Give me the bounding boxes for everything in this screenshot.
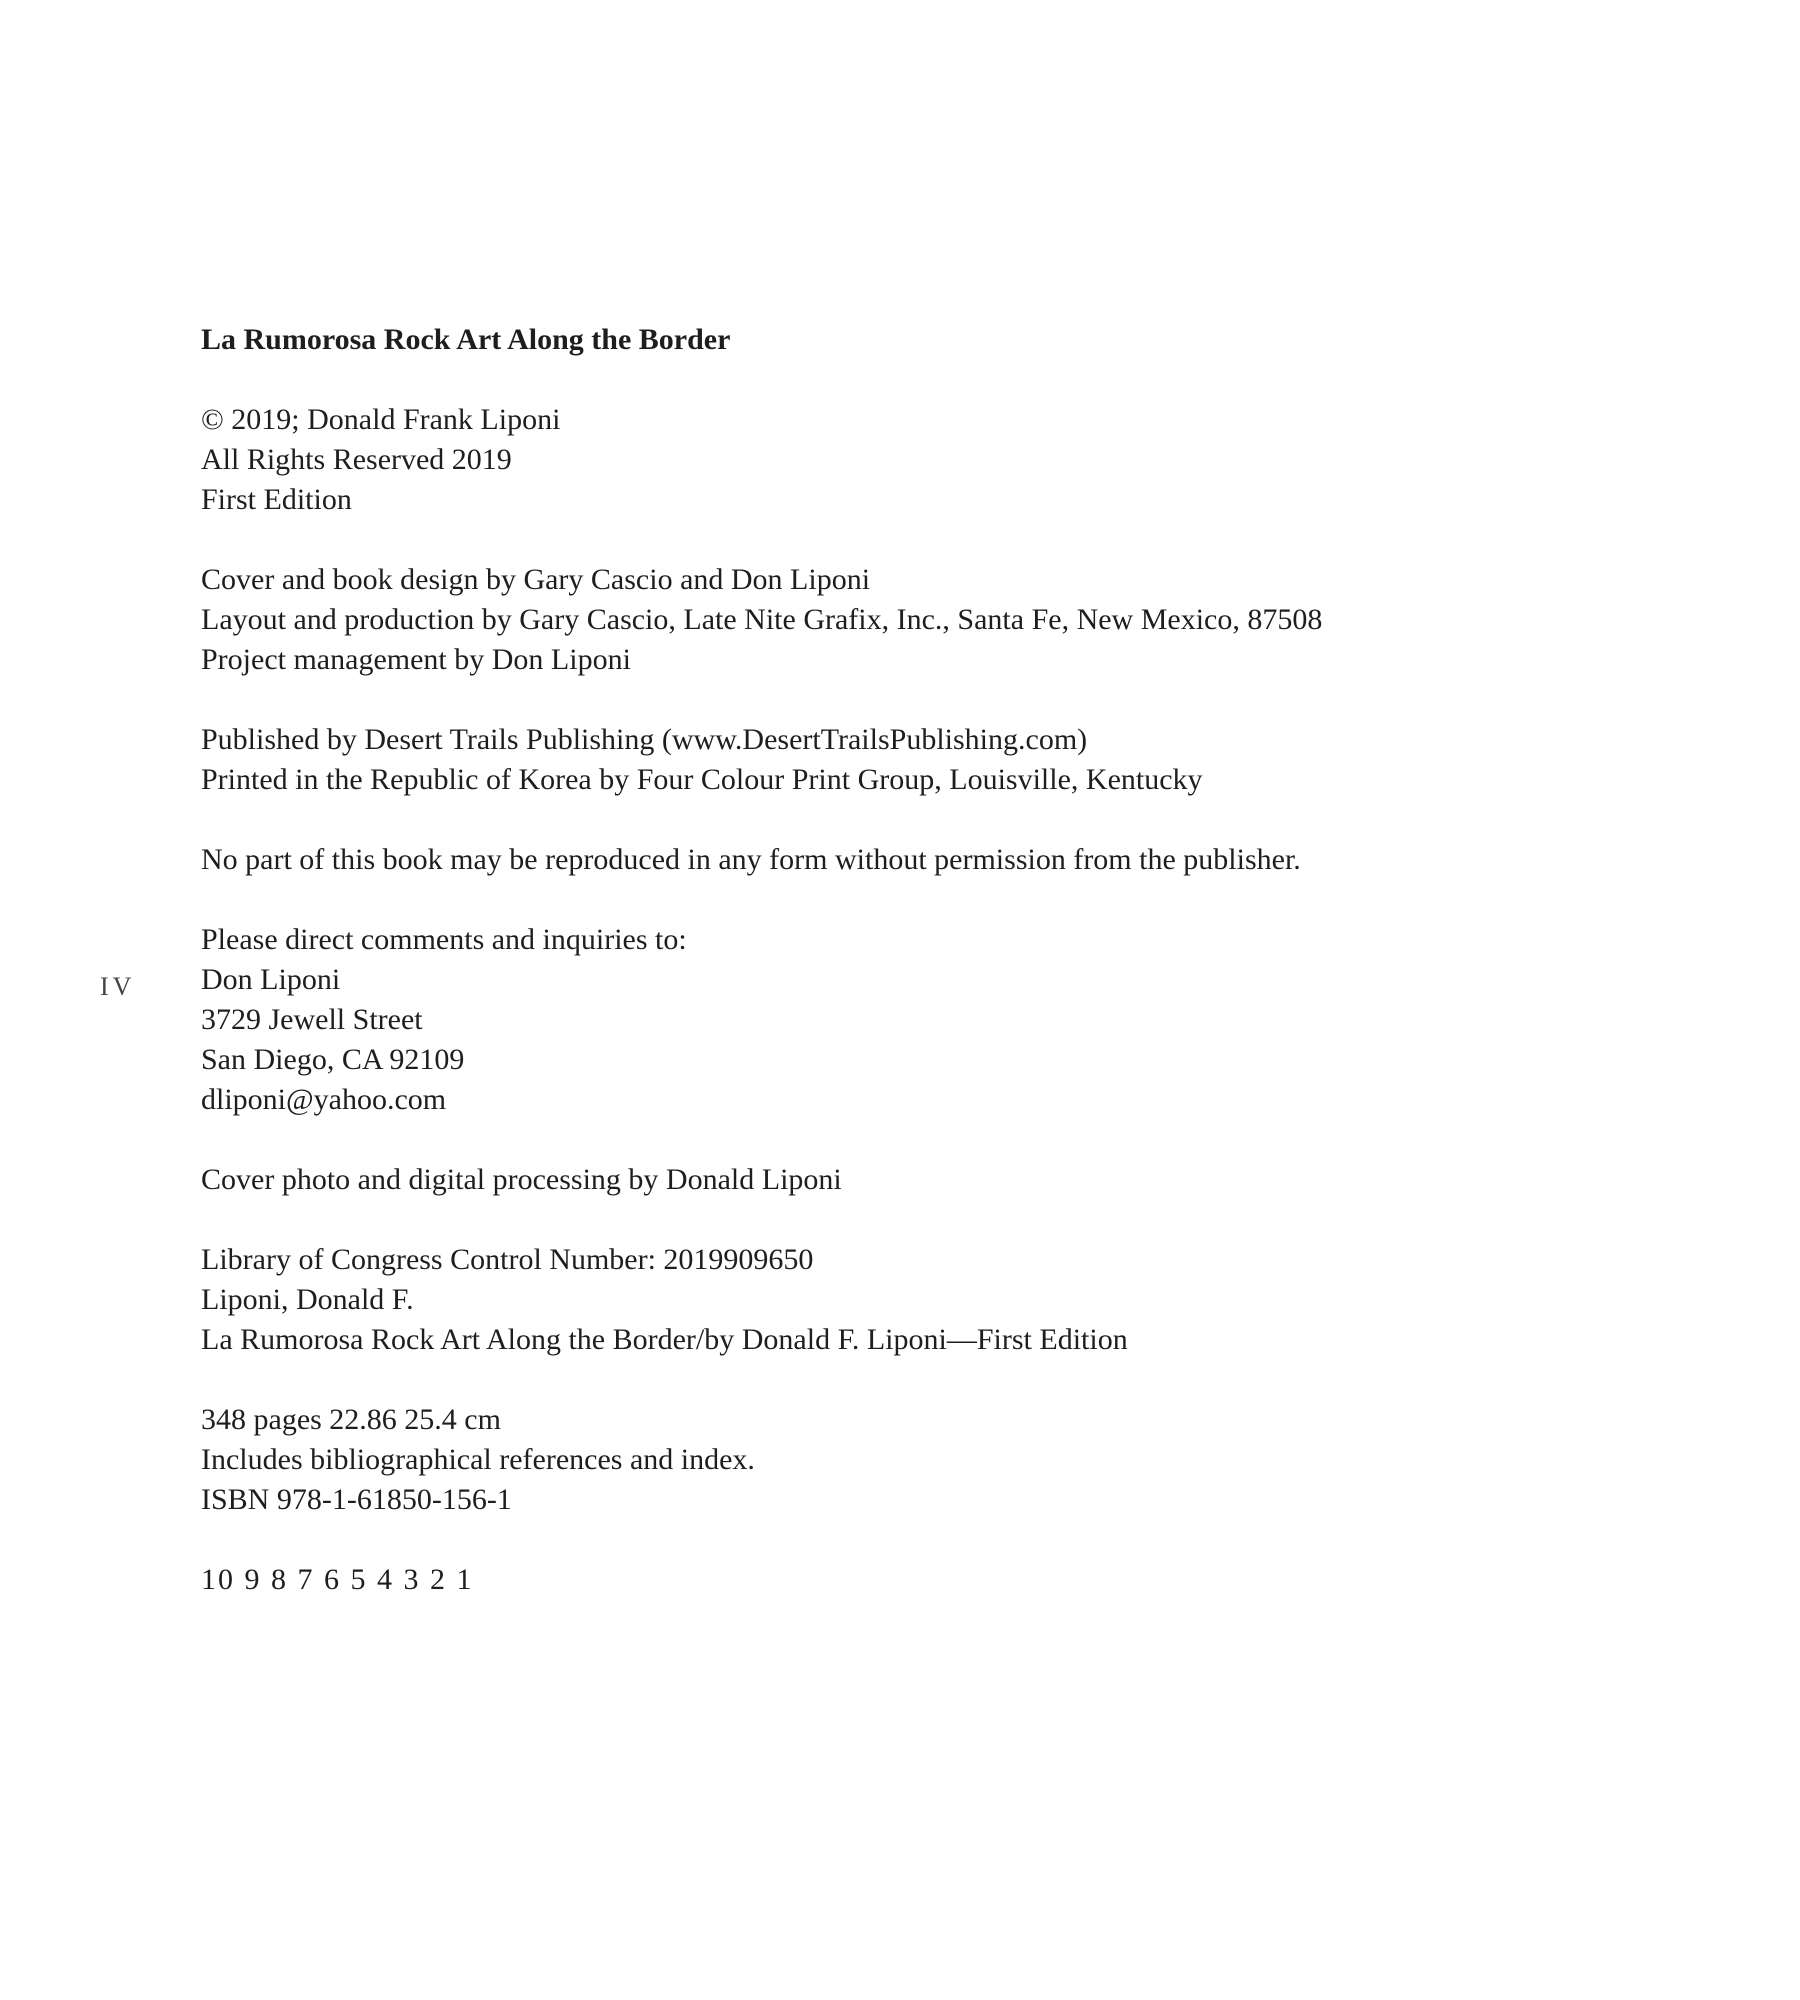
title-catalog-line: La Rumorosa Rock Art Along the Border/by Donald F. Liponi—First Edition (201, 1323, 1128, 1356)
rights-notice-block (201, 840, 1651, 880)
print-line-block (201, 1560, 1651, 1600)
isbn-line: ISBN 978-1-61850-156-1 (201, 1483, 512, 1516)
design-credits-block (201, 560, 1651, 680)
copyright-line: © 2019; Donald Frank Liponi (201, 403, 561, 436)
page-number: IV (100, 972, 136, 1001)
book-title: La Rumorosa Rock Art Along the Border (201, 323, 731, 356)
library-block (201, 1240, 1651, 1360)
page-count-line: 348 pages 22.86 25.4 cm (201, 1403, 501, 1436)
contact-street: 3729 Jewell Street (201, 1003, 423, 1036)
contact-email: dliponi@yahoo.com (201, 1083, 447, 1116)
print-line: 10 9 8 7 6 5 4 3 2 1 (201, 1563, 474, 1596)
printer-line: Printed in the Republic of Korea by Four Colour Print Group, Louisville, Kentucky (201, 763, 1203, 796)
contact-intro: Please direct comments and inquiries to: (201, 923, 687, 956)
rights-notice: No part of this book may be reproduced in any form without permission from the publisher. (201, 843, 1301, 876)
design-credit: Cover and book design by Gary Cascio and Don Liponi (201, 563, 871, 596)
bibliography-line: Includes bibliographical references and index. (201, 1443, 755, 1476)
contact-name: Don Liponi (201, 963, 341, 996)
publisher-line: Published by Desert Trails Publishing (www.DesertTrailsPublishing.com) (201, 723, 1088, 756)
specs-block (201, 1400, 1651, 1520)
copyright-page-content (201, 320, 1651, 1600)
rights-reserved-line: All Rights Reserved 2019 (201, 443, 512, 476)
contact-city: San Diego, CA 92109 (201, 1043, 465, 1076)
publishing-block (201, 720, 1651, 800)
management-credit: Project management by Don Liponi (201, 643, 631, 676)
cover-photo-block (201, 1160, 1651, 1200)
edition-line: First Edition (201, 483, 352, 516)
author-catalog-line: Liponi, Donald F. (201, 1283, 414, 1316)
lccn-line: Library of Congress Control Number: 2019909650 (201, 1243, 814, 1276)
contact-block (201, 920, 1651, 1120)
cover-photo-credit: Cover photo and digital processing by Donald Liponi (201, 1163, 842, 1196)
layout-credit: Layout and production by Gary Cascio, Late Nite Grafix, Inc., Santa Fe, New Mexico, 87508 (201, 603, 1323, 636)
copyright-block (201, 400, 1651, 520)
